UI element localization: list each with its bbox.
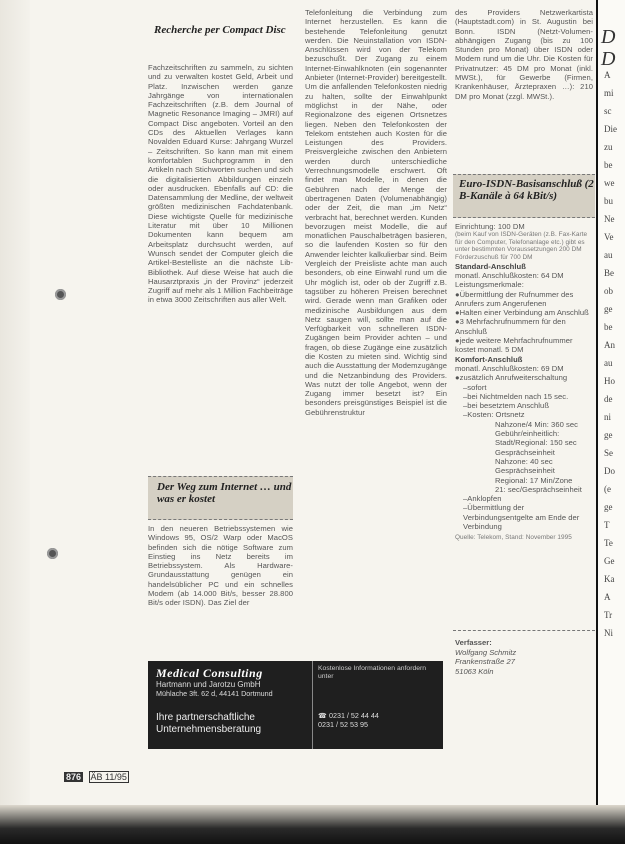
right-column-top [455,8,593,168]
strip-glyph: Te [604,538,613,548]
recherche-body: Fachzeitschriften zu sammeln, zu sichten und zu verwalten kostet Geld, Arbeit und Platz. Inzwischen werden ganze Jahrgänge von internationalen Fachzeitschriften (z.B. dem Journal of Magnetic Resonance Imaging – JMRI) auf Compact Disc angeboten. Vorteil an den CDs des Aktuellen Verlages kann Novalden Eduard Kurse: Jahrgang Wurzel – Zeitschriften. So kann man mit einem komfortablen Suchprogramm in den Artikeln nach Stichworten suchen und sich die digitalisierten Abbildungen einzeln oder ausdrucken. Ebenfalls auf CD: die Datensammlung der Medline, der weltweit größten medizinischen Fachdatenbank. Diese wichtigste Quelle für medizinische Literatur mit über 10 Millionen Dokumenten kann bequem am Arbeitsplatz durchsucht werden, auf Wunsch sendet der Computer gleich die Artikel-Bestelliste an die nächste Lib-Bibliothek. Auf diese Weise hat auch die Hausarztpraxis „in der Provinz“ jederzeit Zugriff auf mehr als 1 Million Fachbeiträge in etwa 3000 Zeitschriften aus aller Welt. [148,63,293,305]
kosten-detail: 21: sec/Gesprächseinheit [495,484,582,494]
strip-glyph: ge [604,502,613,512]
euro-isdn-heading-box [453,174,595,218]
ad-slogan-line2: Unternehmensberatung [156,724,262,735]
page-footer [64,772,129,782]
weg-body: In den neueren Betriebssystemen wie Windows 95, OS/2 Warp oder MacOS befinden sich die nötige Software zum Einstieg ins Netz bereits im Betriebssystem. Als Hardware-Grundausstattung genügen ein handelsüblicher PC und ein schnelles Modem (ab 14.000 Bit/s, besser 28.800 Bit/s oder ISDN). Das Ziel der [148,524,293,608]
strip-glyph: Ho [604,376,615,386]
recherche-column [148,63,293,463]
strip-glyph: Be [604,268,614,278]
kosten-detail: Gesprächseinheit [495,466,555,476]
ad-info-text: Kostenlose Informationen anfordern unter [318,665,427,681]
strip-glyph: Ge [604,556,615,566]
right-body: des Providers Netzwerkartista (Hauptstadt.com) in St. Augustin bei Bonn. ISDN (Netzt-Volumen-abhängigen Zugang (bis zu 100 Stunden pro Monat) über ISDN oder Modem rund um die Uhr. Die Kosten für Privatnutzer: 45 DM pro Monat (inkl. MWSt.), für Gewerbe (Firmen, Krankenhäuser, Ärztepraxen …): 210 DM pro Monat (zzgl. MWSt.). [455,8,593,101]
komfort-sub: – Kosten: Ortsnetz [455,410,593,419]
leistung-item: ● Halten einer Verbindung am Anschluß [455,308,593,317]
binder-hole-top [55,289,66,300]
strip-glyph: A [604,592,611,602]
strip-glyph: au [604,250,613,260]
komfort-sub: – bei Nichtmelden nach 15 sec. [455,392,593,401]
strip-glyph: A [604,70,611,80]
magazine-issue: ÄB 11/95 [90,772,127,782]
weg-heading-box [148,476,293,520]
adjacent-page-strip [596,0,625,844]
strip-glyph: ni [604,412,612,422]
strip-glyph: we [604,178,615,188]
author-street: Frankenstraße 27 [455,657,515,666]
author-separator [453,630,595,631]
ad-phone: ☎ 0231 / 52 44 44 [318,711,379,720]
strip-glyph: bu [604,196,613,206]
page-number: 876 [66,772,82,782]
middle-column [305,8,447,653]
binder-hole-bottom [47,548,58,559]
standard-price: monatl. Anschlußkosten: 64 DM [455,270,564,280]
author-label: Verfasser: [455,638,492,647]
ad-company: Hartmann und Jarotzu GmbH [156,680,261,689]
scan-bottom-shadow [0,805,625,844]
strip-glyph: ge [604,304,613,314]
leistung-item: ● Übermittlung der Rufnummer des Anrufers zum Angerufenen [455,290,593,309]
makeln-item: – Anklopfen [455,494,593,503]
strip-glyph: T [604,520,610,530]
kosten-detail: Gesprächseinheit [495,447,555,457]
strip-glyph: An [604,340,615,350]
leistungen-label: Leistungsmerkmale: [455,280,524,290]
strip-glyph: be [604,322,613,332]
strip-glyph: Ve [604,232,614,242]
quelle: Quelle: Telekom, Stand: November 1995 [455,534,572,542]
komfort-item: ● zusätzlich Anrufweiterschaltung [455,373,593,382]
ad-address: Mühlache 3ft. 62 d, 44141 Dortmund [156,688,273,698]
weg-heading: Der Weg zum Internet … und was er kostet [157,481,292,505]
strip-glyph: Die [604,124,617,134]
leistung-item: ● jede weitere Mehrfachrufnummer kostet monatl. 5 DM [455,336,593,355]
strip-glyph: D [601,26,616,48]
weg-column [148,524,293,654]
strip-glyph: Ne [604,214,615,224]
strip-glyph: Ni [604,628,613,638]
strip-glyph: Tr [604,610,613,620]
recherche-heading-box [148,18,293,56]
isdn-details [455,222,593,627]
strip-glyph: Do [604,466,615,476]
page-left-edge [0,0,30,844]
strip-glyph: D [601,48,616,70]
strip-glyph: mi [604,88,614,98]
leistung-item: ● 3 Mehrfachrufnummern für den Anschluß [455,317,593,336]
recherche-heading: Recherche per Compact Disc [154,24,286,36]
komfort-title: Komfort-Anschluß [455,354,523,364]
author-name: Wolfgang Schmitz [455,647,517,657]
strip-glyph: ge [604,430,613,440]
ad-logo: Medical Consulting [156,666,263,680]
euro-isdn-heading: Euro-ISDN-Basisanschluß (2 B-Kanäle à 64 kBit/s) [459,178,594,202]
einrichtung-note: (beim Kauf von ISDN-Geräten (z.B. Fax-Karte für den Computer, Telefonanlage etc.) gibt es unter bestimmten Voraussetzungen 200 DM Förderzuschuß für 700 DM [455,231,588,262]
kosten-detail: Stadt/Regional: 150 sec [495,438,577,448]
strip-glyph: Ka [604,574,615,584]
ad-contact [318,711,379,729]
strip-glyph: sc [604,106,612,116]
komfort-price: monatl. Anschlußkosten: 69 DM [455,363,564,373]
kosten-detail: Regional: 17 Min/Zone [495,475,573,485]
ad-slogan-line1: Ihre partnerschaftliche [156,712,255,723]
strip-glyph: de [604,394,613,404]
author-city: 51063 Köln [455,666,494,676]
advertisement [148,661,443,749]
ad-fax: 0231 / 52 53 95 [318,720,368,729]
ad-company-block [156,681,273,698]
makeln-item: – Übermittlung der Verbindungsentgelte am Ende der Verbindung [455,503,593,531]
kosten-detail: Gebühr/einheitlich: [495,429,560,439]
kosten-detail: Nahzone: 40 sec [495,456,553,466]
middle-body: Telefonleitung die Verbindung zum Internet herzustellen. Es kann die bestehende Telefonleitung genutzt werden. Die Neuinstallation von ISDN-Anschlüssen wird von der Telekom bezuschußt. Der Zugang zu einem Internet-Einwahlknoten (ein sogenannter Anbieter (Internet-Provider) bereitgestellt. Um die anfallenden Telefonkosten niedrig zu halten, sollte der Einwahlpunkt möglichst in der Nähe, oder Regionalzone des eigenen Ortsnetzes liegen. Neben den Telefonkosten der Telekom entstehen auch Kosten für die Leistungen des Providers. Preisvergleiche zwischen den Anbietern werden durch unterschiedliche Verrechnungsmodelle erschwert. Oft findet man Modelle, in denen die Gebühren nach der Menge der übertragenen Daten (Volumenabhängig) oder der Zeit, die man „im Netz“ verbracht hat, berechnet werden. Kunden bevorzugen meist Modelle, die auf monatlichen Pauschalbeträgen basieren, so die laufenden Kosten so für den Anwender leichter kalkulierbar sind. Beim Vergleich der Preisliste achte man auch besonders, ob eine Einwahl rund um die Uhr möglich ist, oder ob der Zugriff z.B. tagsüber zu höheren Preisen berechnet wird. Gerade wenn man Grafiken oder medizinische Ausbildungen aus dem Netz saugen will, sollte man auf die Verfügbarkeit von schnelleren ISDN-Zugängen beim Provider achten – und fragen, ob diese Zugänge eine zusätzlich die Kosten zu mieten sind. Wichtig sind auch die Ausstattung der Modemzugänge und die Netzanbindung des Providers. Was nutzt der tolle Angebot, wenn der Zugang immer besetzt ist? Ein besonders preisgünstiges Beispiel ist die Gebührenstruktur [305,8,447,417]
strip-glyph: Se [604,448,613,458]
strip-glyph: zu [604,142,613,152]
ad-left-panel [148,661,313,749]
strip-glyph: (e [604,484,611,494]
komfort-sub: – sofort [455,383,593,392]
standard-title: Standard-Anschluß [455,261,526,271]
einrichtung: Einrichtung: 100 DM [455,222,525,231]
ad-slogan [156,712,261,736]
author-block [455,638,516,676]
komfort-sub: – bei besetztem Anschluß [455,401,593,410]
strip-glyph: au [604,358,613,368]
strip-glyph: ob [604,286,613,296]
strip-glyph: be [604,160,613,170]
kosten-detail: Nahzone/4 Min: 360 sec [495,419,578,429]
